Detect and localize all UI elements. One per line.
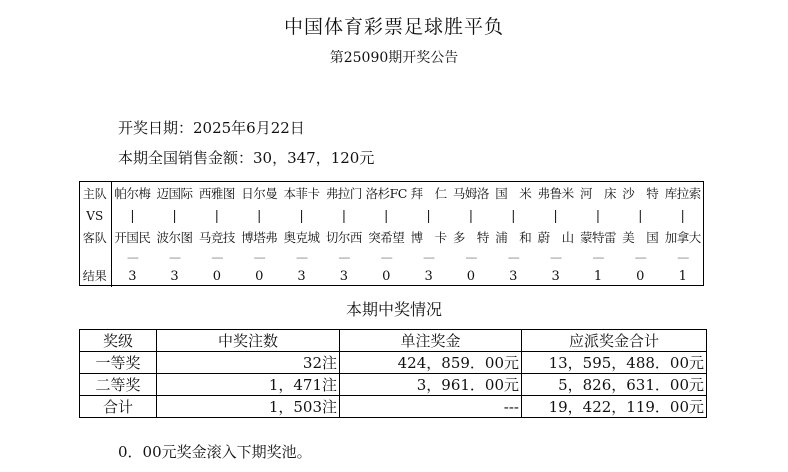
draw-date: 开奖日期：2025年6月22日 (118, 119, 305, 137)
prize-row-first (80, 352, 707, 374)
vs-separator: | (341, 208, 347, 224)
match-row-dash-separator (79, 250, 704, 265)
row-label: VS (79, 206, 111, 226)
prize-total-amount: 19，422，119．00元 (522, 396, 707, 418)
away-team: 奥克城 (283, 229, 320, 245)
match-result: 3 (509, 268, 518, 284)
row-label: 结果 (79, 265, 111, 287)
match-result: 3 (170, 268, 179, 284)
home-team: 弗鲁米 (537, 185, 574, 201)
match-result: 3 (297, 268, 306, 284)
vs-separator: | (426, 208, 431, 224)
away-team: 浦 和 (495, 229, 532, 245)
issue-subtitle: 第25090期开奖公告 (329, 50, 459, 66)
vs-separator: | (638, 208, 643, 224)
dash-separator: ---- (211, 251, 223, 264)
vs-separator: | (680, 208, 685, 224)
match-result: 3 (339, 268, 349, 284)
row-label (79, 250, 111, 265)
prize-count: 32注 (157, 352, 340, 374)
home-team: 迈国际 (156, 185, 193, 201)
home-team: 西雅图 (198, 185, 235, 201)
match-result: 3 (128, 268, 137, 284)
match-row-match-result (79, 265, 704, 287)
home-team: 弗拉门 (325, 185, 362, 201)
vs-separator: | (511, 208, 516, 224)
prize-unit-amount: --- (340, 396, 522, 418)
home-team: 沙 特 (622, 185, 659, 201)
dash-separator: ---- (677, 251, 689, 264)
row-label: 主队 (79, 182, 111, 207)
prize-count: 1，471注 (157, 374, 340, 396)
match-result: 0 (636, 268, 645, 284)
vs-separator: | (299, 208, 304, 224)
dash-separator: ---- (423, 251, 435, 264)
dash-separator: ---- (634, 251, 646, 264)
prize-row-total (80, 396, 707, 418)
vs-separator: | (468, 208, 474, 224)
match-result: 3 (424, 268, 433, 284)
home-team: 马姆洛 (452, 185, 489, 201)
dash-separator: ---- (126, 251, 138, 264)
home-team: 河 床 (579, 185, 616, 201)
sales-amount: 本期全国销售金额：30，347，120元 (118, 149, 375, 167)
vs-separator: | (553, 208, 558, 224)
prize-level: 合计 (80, 396, 157, 418)
dash-separator: ---- (380, 251, 392, 264)
prize-unit-amount: 3，961．00元 (340, 374, 522, 396)
vs-separator: | (214, 208, 220, 224)
away-team: 博 卡 (410, 229, 447, 245)
home-team: 库拉索 (664, 185, 701, 201)
match-row-away-team (79, 226, 704, 250)
home-team: 帕尔梅 (114, 185, 151, 201)
away-team: 马竞技 (198, 229, 235, 245)
dash-separator: ---- (592, 251, 604, 264)
match-result: 1 (593, 268, 603, 284)
dash-separator: ---- (253, 251, 265, 264)
prize-header-level: 奖级 (80, 330, 157, 352)
prize-table (79, 329, 707, 418)
away-team: 波尔图 (156, 229, 193, 245)
away-team: 切尔西 (325, 229, 362, 245)
away-team: 开国民 (114, 229, 151, 245)
match-result: 0 (466, 268, 476, 284)
dash-separator: ---- (550, 251, 562, 264)
prize-total-amount: 13，595，488．00元 (522, 352, 707, 374)
prize-level: 二等奖 (80, 374, 157, 396)
vs-separator: | (172, 208, 177, 224)
away-team: 美 国 (622, 229, 659, 245)
prize-header-count: 中奖注数 (157, 330, 340, 352)
rollover-note: 0．00元奖金滚入下期奖池。 (118, 443, 312, 461)
page-title: 中国体育彩票足球胜平负 (283, 16, 504, 38)
match-result: 3 (551, 268, 560, 284)
away-team: 蒙特雷 (579, 229, 616, 245)
home-team: 拜 仁 (410, 185, 447, 201)
match-result: 1 (678, 268, 687, 284)
dash-separator: ---- (169, 251, 180, 264)
dash-separator: ---- (296, 251, 307, 264)
vs-separator: | (130, 208, 135, 224)
away-team: 多 特 (452, 229, 489, 245)
prize-header-total: 应派奖金合计 (522, 330, 707, 352)
home-team: 国 米 (495, 185, 532, 201)
away-team: 博塔弗 (241, 229, 278, 245)
prize-level: 一等奖 (80, 352, 157, 374)
away-team: 蔚 山 (537, 229, 574, 245)
dash-separator: ---- (338, 251, 350, 264)
prize-unit-amount: 424，859．00元 (340, 352, 522, 374)
vs-separator: | (257, 208, 262, 224)
match-result: 0 (212, 268, 221, 284)
match-result: 0 (255, 268, 264, 284)
match-table (79, 181, 704, 287)
away-team: 加拿大 (664, 229, 701, 245)
vs-separator: | (384, 208, 389, 224)
home-team: 本菲卡 (283, 185, 320, 201)
away-team: 突希望 (368, 229, 405, 245)
match-row-home-team (79, 182, 704, 207)
prize-section-title: 本期中奖情况 (345, 300, 442, 319)
prize-header-row (80, 330, 707, 352)
row-label: 客队 (79, 226, 111, 250)
match-row-vs-separator (79, 206, 704, 226)
dash-separator: ---- (507, 251, 519, 264)
prize-total-amount: 5，826，631．00元 (522, 374, 707, 396)
dash-separator: ---- (465, 251, 477, 264)
home-team: 洛杉FC (365, 185, 407, 201)
vs-separator: | (595, 208, 601, 224)
match-result: 0 (382, 268, 391, 284)
prize-header-unit: 单注奖金 (340, 330, 522, 352)
prize-row-second (80, 374, 707, 396)
home-team: 日尔曼 (241, 185, 278, 201)
prize-count: 1，503注 (157, 396, 340, 418)
